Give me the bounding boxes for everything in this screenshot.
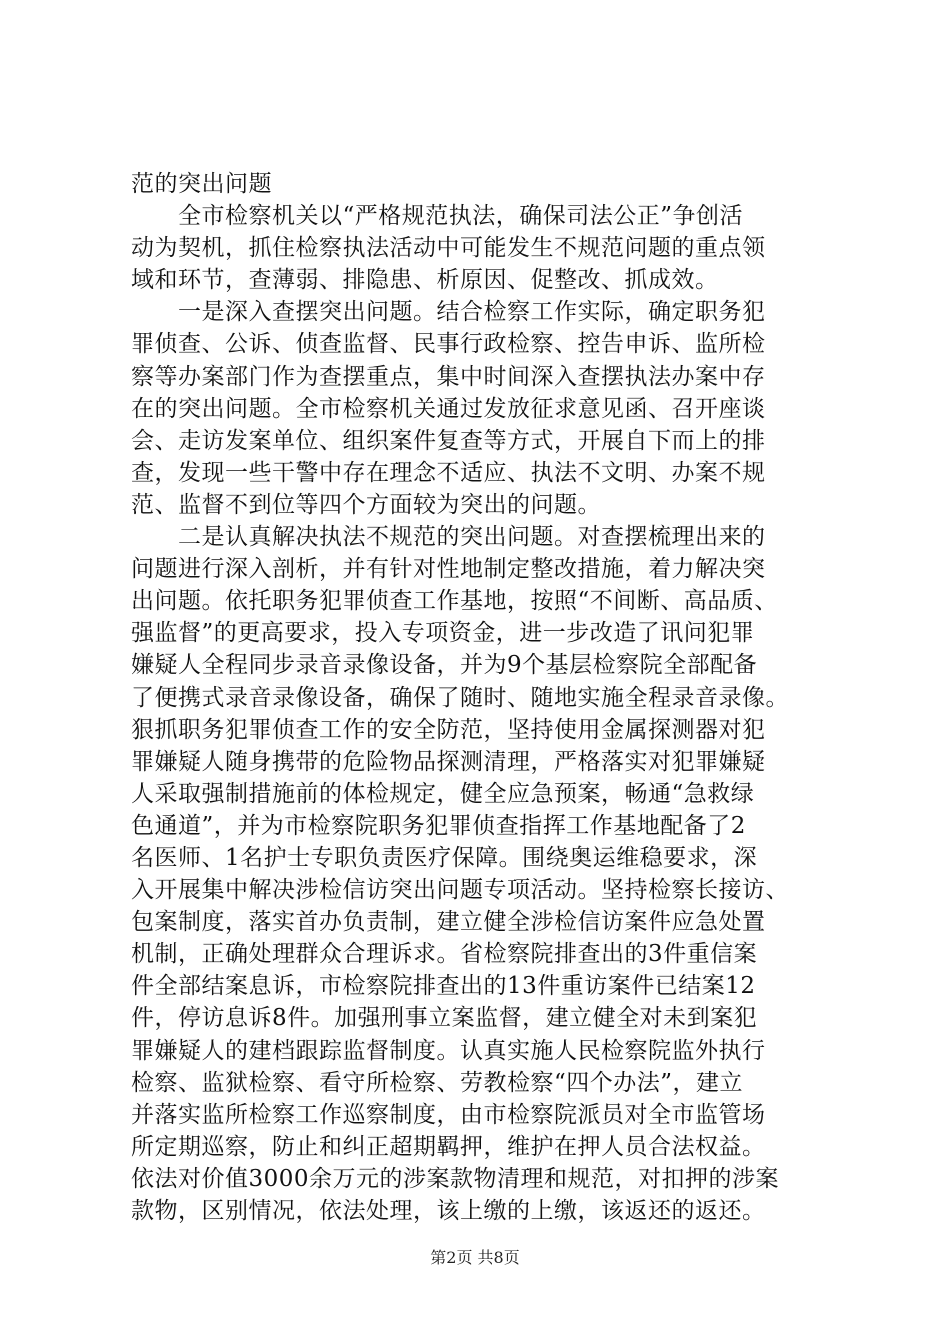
text-line: 色通道”，并为市检察院职务犯罪侦查指挥工作基地配备了2 [131,812,746,839]
text-line: 名医师、1名护士专职负责医疗保障。围绕奥运维稳要求，深 [131,844,758,871]
text-line: 动为契机，抓住检察执法活动中可能发生不规范问题的重点领 [131,235,766,262]
text-line: 罪侦查、公诉、侦查监督、民事行政检察、控告申诉、监所检 [131,331,766,358]
text-line: 入开展集中解决涉检信访突出问题专项活动。坚持检察长接访、 [131,877,789,904]
text-line: 二是认真解决执法不规范的突出问题。对查摆梳理出来的 [131,524,766,551]
text-line: 全市检察机关以“严格规范执法，确保司法公正”争创活 [131,203,744,230]
text-line: 并落实监所检察工作巡察制度，由市检察院派员对全市监管场 [131,1101,766,1128]
text-line: 款物，区别情况，依法处理，该上缴的上缴，该返还的返还。 [131,1198,766,1224]
text-line: 察等办案部门作为查摆重点，集中时间深入查摆执法办案中存 [131,363,766,390]
text-line: 嫌疑人全程同步录音录像设备，并为9个基层检察院全部配备 [131,652,758,679]
text-line: 罪嫌疑人随身携带的危险物品探测清理，严格落实对犯罪嫌疑 [131,748,766,775]
text-line: 件全部结案息诉，市检察院排查出的13件重访案件已结案12 [131,973,756,1000]
text-line: 范、监督不到位等四个方面较为突出的问题。 [131,491,601,518]
text-line: 域和环节，查薄弱、排隐患、析原因、促整改、抓成效。 [131,267,719,294]
text-line: 依法对价值3000余万元的涉案款物清理和规范，对扣押的涉案 [131,1165,780,1192]
text-line: 在的突出问题。全市检察机关通过发放征求意见函、召开座谈 [131,395,766,422]
page-footer: 第2页 共8页 [430,1248,520,1267]
text-line: 查，发现一些干警中存在理念不适应、执法不文明、办案不规 [131,459,766,486]
text-line: 所定期巡察，防止和纠正超期羁押，维护在押人员合法权益。 [131,1133,766,1160]
text-line: 强监督”的更高要求，投入专项资金，进一步改造了讯问犯罪 [131,620,755,647]
text-line: 件，停访息诉8件。加强刑事立案监督，建立健全对未到案犯 [131,1005,758,1032]
text-line: 一是深入查摆突出问题。结合检察工作实际，确定职务犯 [131,299,766,326]
text-line: 了便携式录音录像设备，确保了随时、随地实施全程录音录像。 [131,684,789,711]
text-line: 包案制度，落实首办负责制，建立健全涉检信访案件应急处置 [131,909,766,936]
text-line: 出问题。依托职务犯罪侦查工作基地，按照“不间断、高品质、 [131,588,778,615]
text-line: 机制，正确处理群众合理诉求。省检察院排查出的3件重信案 [131,941,758,968]
text-line: 狠抓职务犯罪侦查工作的安全防范，坚持使用金属探测器对犯 [131,716,766,743]
text-line: 检察、监狱检察、看守所检察、劳教检察“四个办法”，建立 [131,1069,744,1096]
text-line: 罪嫌疑人的建档跟踪监督制度。认真实施人民检察院监外执行 [131,1037,766,1064]
text-line: 问题进行深入剖析，并有针对性地制定整改措施，着力解决突 [131,556,766,583]
text-line: 范的突出问题 [131,171,272,197]
text-line: 会、走访发案单位、组织案件复查等方式，开展自下而上的排 [131,427,766,454]
body-text [131,168,851,1227]
text-line: 人采取强制措施前的体检规定，健全应急预案，畅通“急救绿 [131,780,755,807]
